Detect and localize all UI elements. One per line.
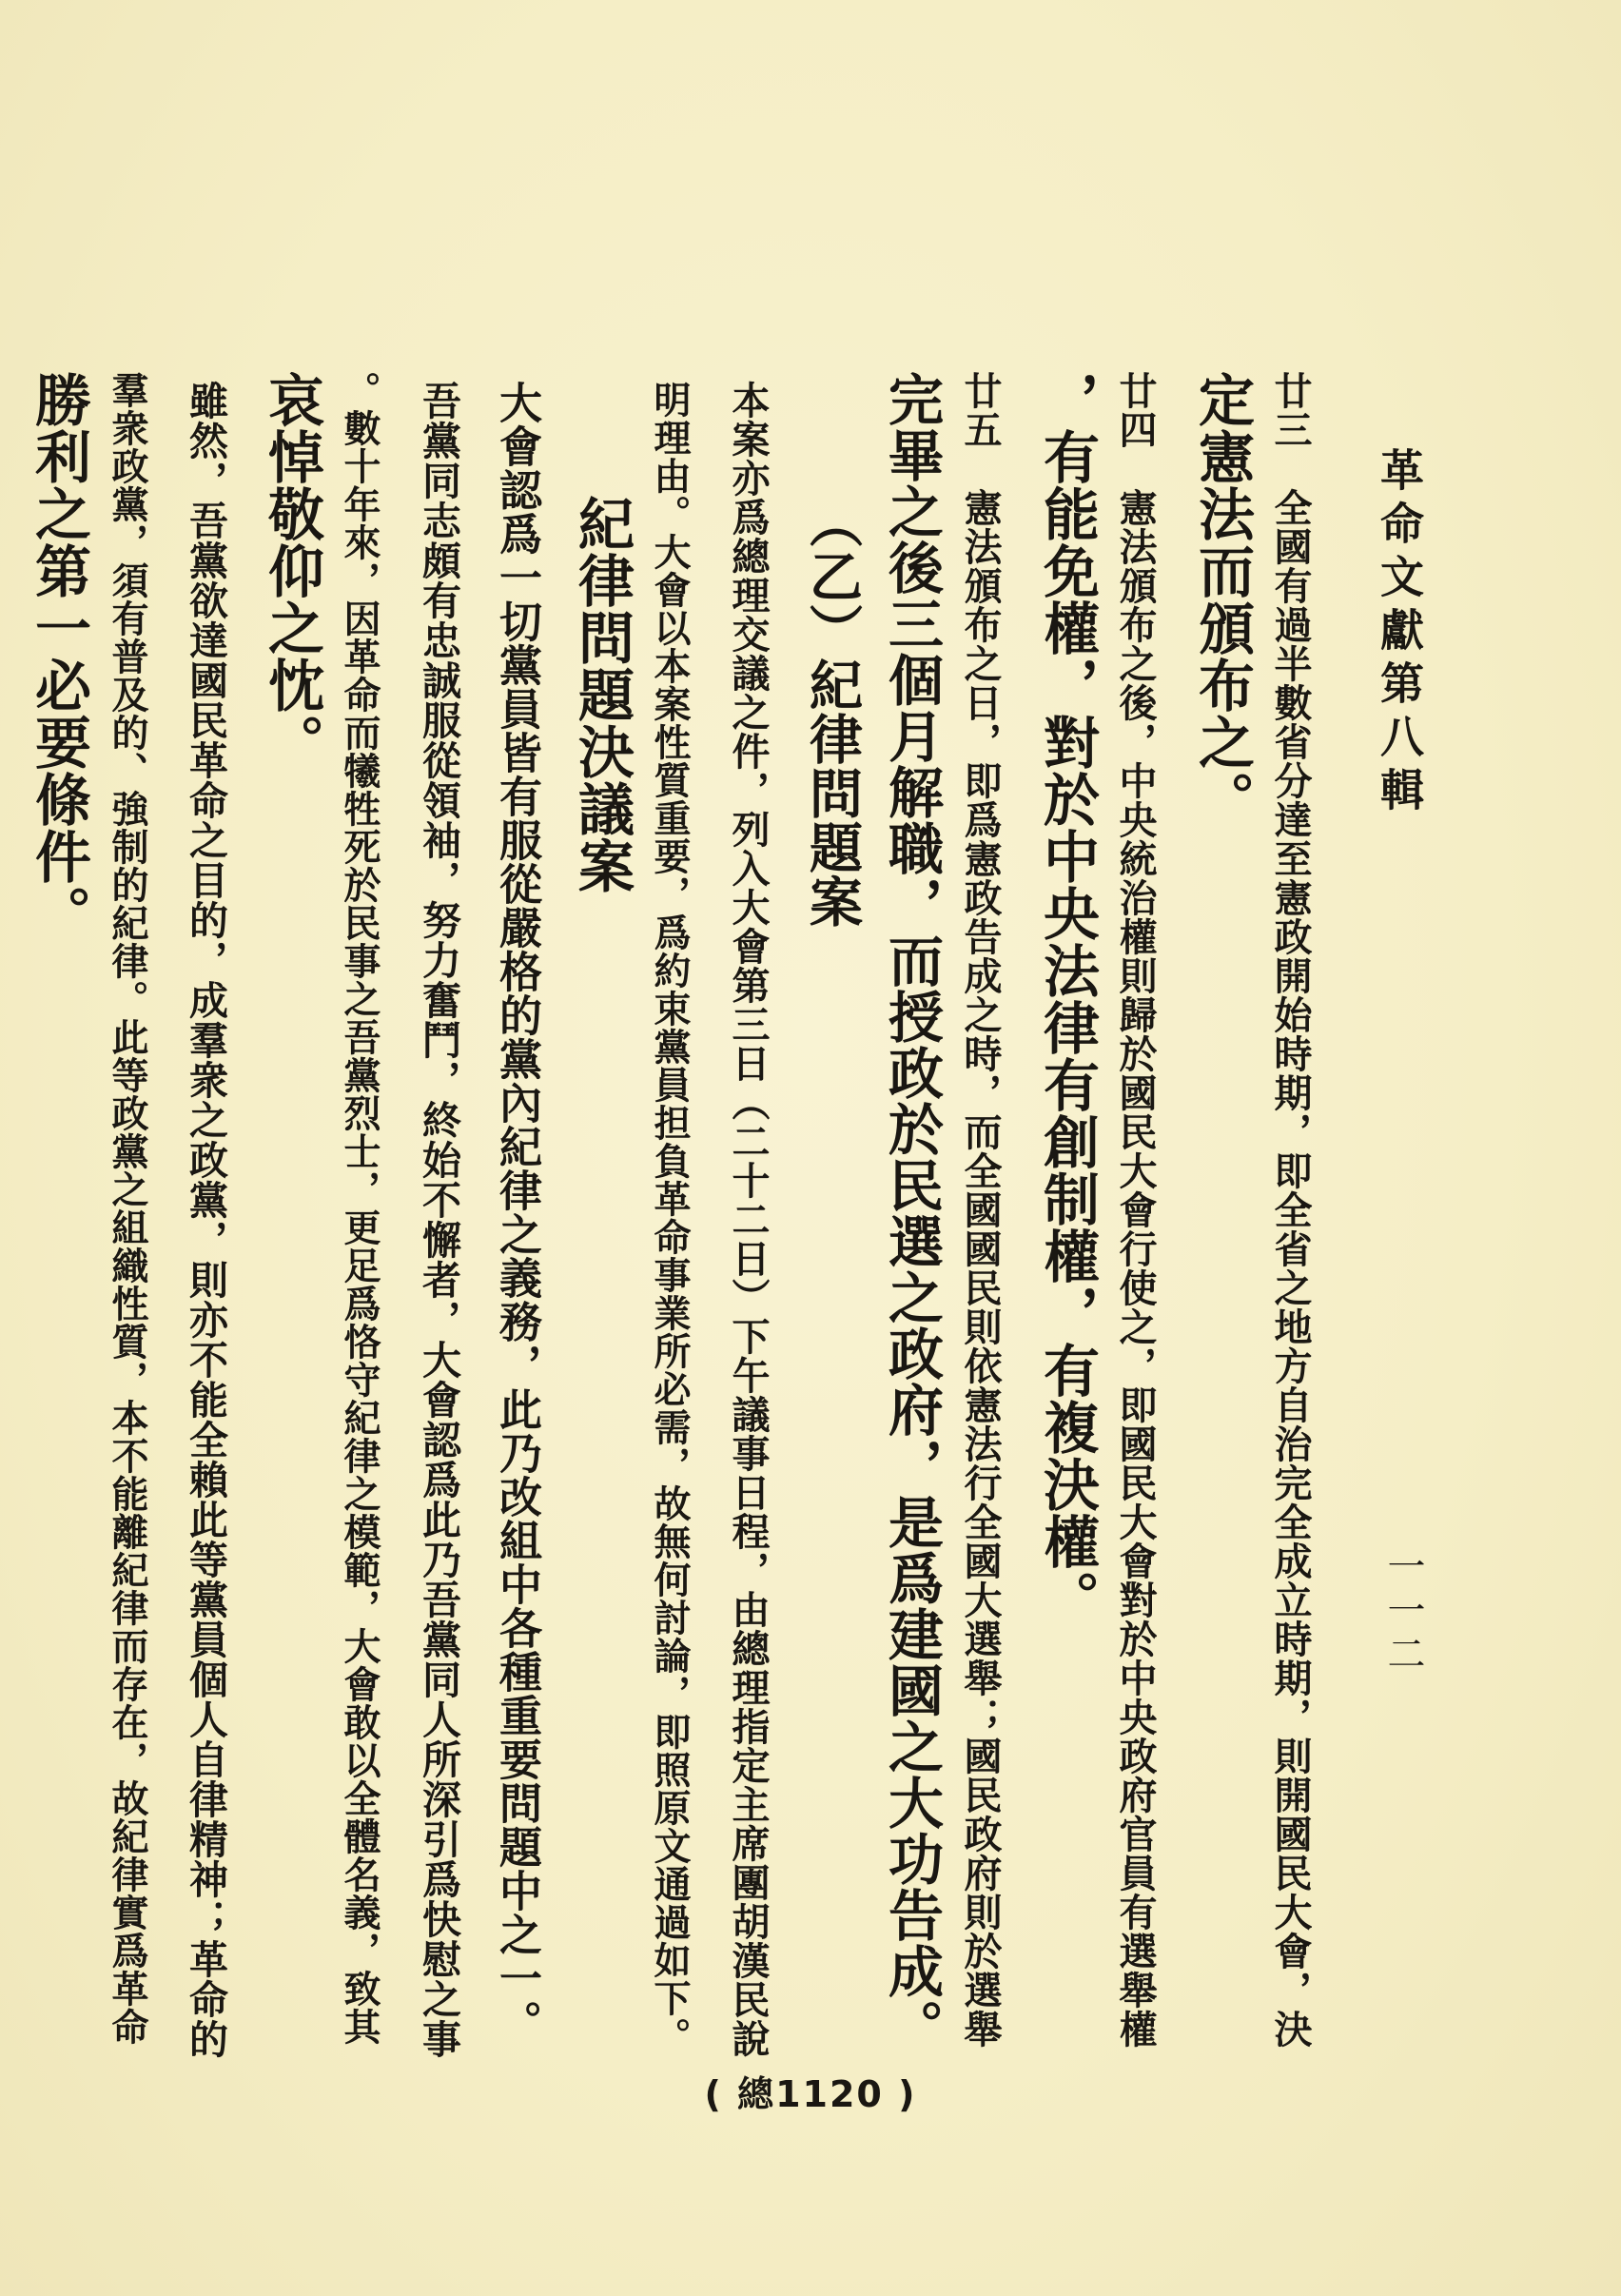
text-column: 勝利之第一必要條件。 <box>26 371 91 942</box>
text-column: 羣衆政黨，須有普及的、強制的紀律。此等政黨之組織性質，本不能離紀律而存在，故紀律實爲革命 <box>106 371 149 2046</box>
text-column: 定憲法而頒布之。 <box>1189 371 1255 828</box>
text-column: ，有能免權，對於中央法律有創制權，有複決權。 <box>1034 371 1100 1627</box>
resolution-heading: 紀律問題決議案 <box>569 495 635 894</box>
text-column: 本案亦爲總理交議之件，列入大會第三日（二十二日）下午議事日程，由總理指定主席團胡漢民說 <box>726 381 771 2058</box>
page-number: 一一二 <box>1381 1546 1425 1678</box>
section-heading: （乙）紀律問題案 <box>801 495 864 929</box>
text-column: 雖然，吾黨欲達國民革命之目的，成羣衆之政黨，則亦不能全賴此等黨員個人自律精神；革命的 <box>183 381 228 2059</box>
total-page-number: ( 總1120 ) <box>704 2073 917 2115</box>
text-column: 哀悼敬仰之忱。 <box>259 371 324 771</box>
text-column: 廿四 憲法頒布之後，中央統治權則歸於國民大會行使之，即國民大會對於中央政府官員有選舉權 <box>1113 371 1158 2049</box>
text-column: 廿五 憲法頒布之日，即爲憲政告成之時，而全國國民則依憲法行全國大選舉；國民政府則於選舉 <box>958 371 1003 2049</box>
text-column: 吾黨同志頗有忠誠服從領袖，努力奮鬥，終始不懈者，大會認爲此乃吾黨同人所深引爲快慰之事 <box>416 381 461 2059</box>
text-column: 大會認爲一切黨員皆有服從嚴格的黨內紀律之義務，此乃改組中各種重要問題中之一。 <box>492 381 542 2044</box>
text-column: 廿三 全國有過半數省分達至憲政開始時期，即全省之地方自治完全成立時期，則開國民大會，決 <box>1268 371 1313 2049</box>
text-column: 。數十年來，因革命而犧牲死於民事之吾黨烈士，更足爲恪守紀律之模範，大會敢以全體名義，致其 <box>338 371 381 2046</box>
text-column: 明理由。大會以本案性質重要，爲約束黨員担負革命事業所必需，故無何討論，即照原文通過如下。 <box>648 381 692 2055</box>
running-title: 革命文獻第八輯 <box>1374 447 1425 820</box>
text-column: 完畢之後三個月解職，而授政於民選之政府，是爲建國之大功告成。 <box>879 371 944 2055</box>
